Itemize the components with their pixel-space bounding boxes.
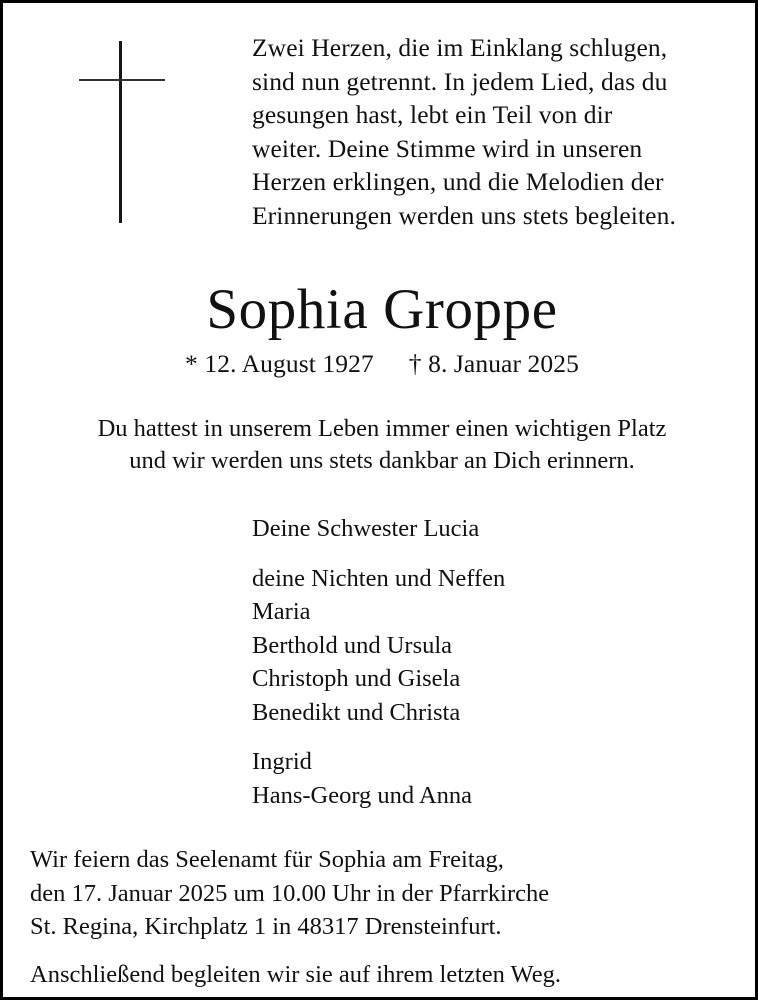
service-paragraph	[30, 843, 730, 944]
survivors-list	[252, 512, 722, 812]
service-line: Anschließend begleiten wir sie auf ihrem letzten Weg.	[30, 960, 561, 988]
death-symbol: †	[408, 349, 422, 378]
survivor-line: Hans-Georg und Anna	[252, 781, 473, 809]
verse-line: gesungen hast, lebt ein Teil von dir	[252, 100, 613, 130]
survivor-line: Benedikt und Christa	[252, 698, 461, 726]
verse-line: Herzen erklingen, und die Melodien der	[252, 167, 664, 197]
latin-cross-icon	[79, 41, 169, 223]
survivor-line: Maria	[252, 598, 311, 625]
memorial-verse	[252, 31, 744, 233]
cross-horizontal-bar	[79, 79, 165, 81]
survivor-line: deine Nichten und Neffen	[252, 564, 506, 592]
survivors-group	[252, 512, 722, 546]
survivor-line: Berthold und Ursula	[252, 631, 453, 659]
survivors-group	[252, 745, 722, 812]
tribute-text	[23, 413, 741, 477]
survivor-line: Christoph und Gisela	[252, 665, 461, 692]
service-paragraph	[30, 958, 730, 992]
birth-date: 12. August 1927	[204, 349, 374, 378]
tribute-line: Du hattest in unserem Leben immer einen wichtigen Platz	[97, 415, 667, 442]
service-details	[30, 843, 730, 991]
death-date: 8. Januar 2025	[428, 349, 579, 378]
birth-symbol: *	[185, 349, 198, 378]
tribute-line: und wir werden uns stets dankbar an Dich erinnern.	[129, 447, 635, 474]
deceased-name: Sophia Groppe	[206, 278, 558, 341]
service-line: den 17. Januar 2025 um 10.00 Uhr in der Pfarrkirche	[30, 879, 550, 907]
survivors-group	[252, 562, 722, 730]
verse-line: Zwei Herzen, die im Einklang schlugen,	[252, 33, 668, 62]
verse-line: Erinnerungen werden uns stets begleiten.	[252, 200, 676, 230]
cross-vertical-bar	[119, 41, 122, 223]
deceased-identity	[3, 277, 758, 379]
survivor-line: Deine Schwester Lucia	[252, 515, 480, 542]
service-line: St. Regina, Kirchplatz 1 in 48317 Drensteinfurt.	[30, 913, 502, 940]
verse-line: weiter. Deine Stimme wird in unseren	[252, 133, 643, 163]
verse-line: sind nun getrennt. In jedem Lied, das du	[252, 66, 668, 96]
service-line: Wir feiern das Seelenamt für Sophia am Freitag,	[30, 846, 504, 873]
life-dates	[3, 349, 758, 379]
survivor-line: Ingrid	[252, 748, 312, 775]
